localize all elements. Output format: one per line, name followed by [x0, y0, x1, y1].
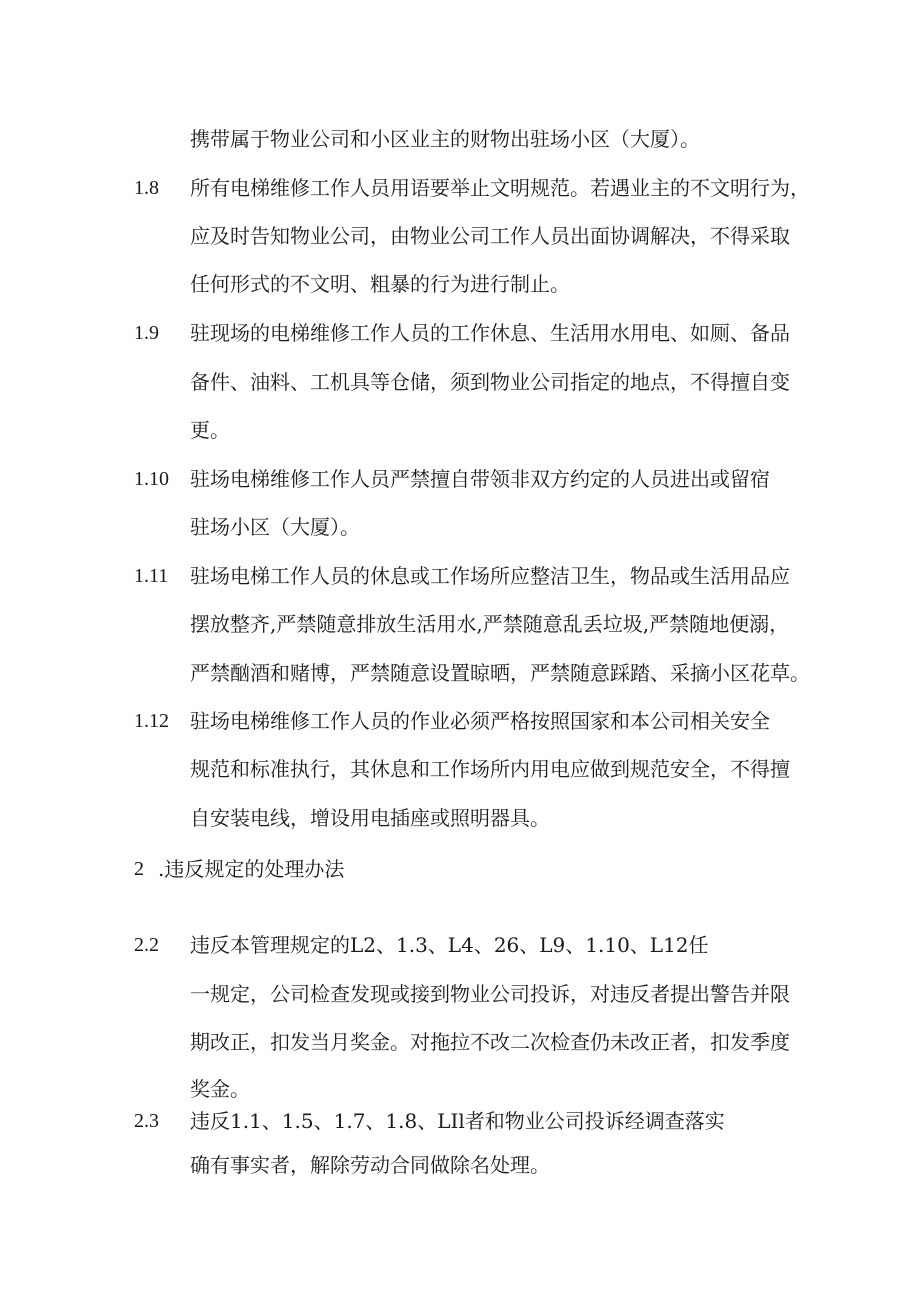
clause-1-12-line-1: 驻场电梯维修工作人员的作业必须严格按照国家和本公司相关安全	[190, 709, 770, 733]
clause-1-8-line-2: 应及时告知物业公司，由物业公司工作人员出面协调解决，不得采取	[190, 224, 790, 248]
clause-2-2-line-4: 奖金。	[190, 1077, 250, 1101]
clause-2-3-line-1: 违反1.1、1.5、1.7、1.8、LIl者和物业公司投诉经调查落实	[190, 1109, 725, 1133]
clause-1-11-line-3: 严禁酗酒和赌博，严禁随意设置晾晒，严禁随意踩踏、采摘小区花草。	[190, 661, 810, 685]
clause-number-2-2: 2.2	[134, 934, 159, 956]
clause-1-9-line-3: 更。	[190, 418, 230, 442]
clause-2-2-line-2: 一规定，公司检查发现或接到物业公司投诉，对违反者提出警告并限	[190, 982, 790, 1006]
clause-1-8-line-1: 所有电梯维修工作人员用语要举止文明规范。若遇业主的不文明行为，	[190, 176, 810, 200]
clause-1-10-line-1: 驻场电梯维修工作人员严禁擅自带领非双方约定的人员进出或留宿	[190, 467, 770, 491]
clause-1-12-line-2: 规范和标准执行，其休息和工作场所内用电应做到规范安全，不得擅	[190, 757, 790, 781]
clause-number-1-8: 1.8	[134, 177, 159, 199]
section-number-2: 2	[134, 858, 144, 880]
clause-number-1-11: 1.11	[134, 565, 169, 587]
clause-number-1-10: 1.10	[134, 468, 169, 490]
clause-1-12-line-3: 自安装电线，增设用电插座或照明器具。	[190, 806, 550, 830]
paragraph-continuation: 携带属于物业公司和小区业主的财物出驻场小区（大厦）。	[190, 127, 700, 151]
section-2-heading: .违反规定的处理办法	[158, 857, 345, 881]
clause-number-1-9: 1.9	[134, 322, 159, 344]
clause-number-1-12: 1.12	[134, 710, 169, 732]
clause-1-9-line-2: 备件、油料、工机具等仓储，须到物业公司指定的地点，不得擅自变	[190, 370, 790, 394]
clause-1-9-line-1: 驻现场的电梯维修工作人员的工作休息、生活用水用电、如厕、备品	[190, 321, 790, 345]
clause-2-2-line-1: 违反本管理规定的L2、1.3、L4、26、L9、1.10、L12任	[190, 933, 709, 957]
clause-1-10-line-2: 驻场小区（大厦）。	[190, 515, 360, 539]
clause-number-2-3: 2.3	[134, 1110, 159, 1132]
clause-1-8-line-3: 任何形式的不文明、粗暴的行为进行制止。	[190, 272, 570, 296]
clause-2-2-line-3: 期改正，扣发当月奖金。对拖拉不改二次检查仍未改正者，扣发季度	[190, 1030, 790, 1054]
clause-1-11-line-1: 驻场电梯工作人员的休息或工作场所应整洁卫生，物品或生活用品应	[190, 564, 790, 588]
clause-1-11-line-2: 摆放整齐,严禁随意排放生活用水,严禁随意乱丢垃圾,严禁随地便溺，	[190, 612, 790, 636]
clause-2-3-line-2: 确有事实者，解除劳动合同做除名处理。	[190, 1153, 550, 1177]
